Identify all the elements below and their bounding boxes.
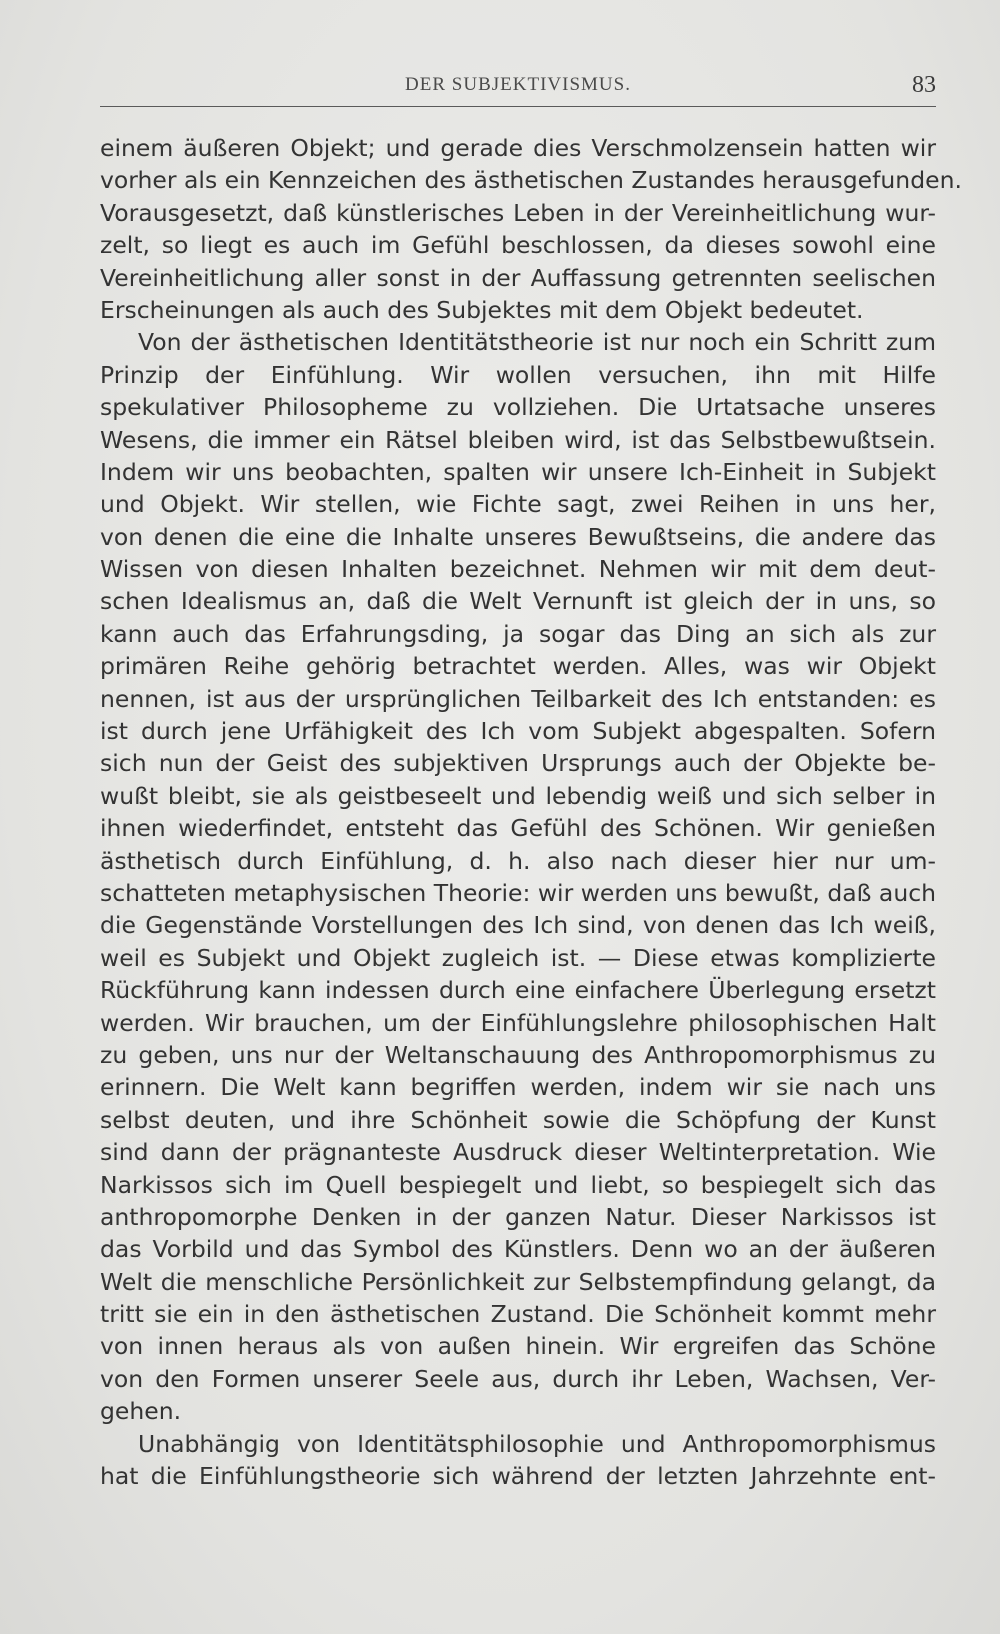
text-line: Von der ästhetischen Identitätstheorie ist nur noch ein Schritt zum — [138, 328, 936, 357]
text-line: zelt, so liegt es auch im Gefühl beschlossen, da dieses sowohl eine — [100, 231, 936, 260]
text-line: sind dann der prägnanteste Ausdruck dieser Weltinterpretation. Wie — [100, 1138, 936, 1167]
text-line: Unabhängig von Identitätsphilosophie und Anthropomorphismus — [138, 1429, 936, 1458]
running-head: DER SUBJEKTIVISMUS. — [405, 74, 631, 95]
text-line: sich nun der Geist des subjektiven Ursprungs auch der Objekte be- — [100, 749, 936, 778]
text-line: Indem wir uns beobachten, spalten wir unsere Ich-Einheit in Subjekt — [100, 457, 936, 486]
text-line: die Gegenstände Vorstellungen des Ich sind, von denen das Ich weiß, — [100, 911, 936, 940]
text-line: ist durch jene Urfähigkeit des Ich vom Subjekt abgespalten. Sofern — [100, 717, 936, 746]
page-header — [100, 70, 936, 107]
text-line: kann auch das Erfahrungsding, ja sogar das Ding an sich als zur — [100, 619, 936, 648]
text-line: anthropomorphe Denken in der ganzen Natur. Dieser Narkissos ist — [100, 1202, 936, 1231]
text-line: ihnen wiederfindet, entsteht das Gefühl des Schönen. Wir genießen — [100, 814, 936, 843]
text-line: von den Formen unserer Seele aus, durch ihr Leben, Wachsen, Ver- — [100, 1364, 936, 1393]
text-line: zu geben, uns nur der Weltanschauung des Anthropomorphismus zu — [100, 1040, 936, 1069]
text-line: einem äußeren Objekt; und gerade dies Verschmolzensein hatten wir — [100, 134, 936, 162]
text-line: primären Reihe gehörig betrachtet werden. Alles, was wir Objekt — [100, 652, 936, 681]
text-line: ästhetisch durch Einfühlung, d. h. also nach dieser hier nur um- — [100, 846, 936, 875]
text-line: Erscheinungen als auch des Subjektes mit dem Objekt bedeutet. — [100, 295, 864, 324]
text-line: werden. Wir brauchen, um der Einfühlungslehre philosophischen Halt — [100, 1008, 936, 1037]
text-line: Vereinheitlichung aller sonst in der Auffassung getrennten seelischen — [100, 263, 936, 292]
text-line: tritt sie ein in den ästhetischen Zustand. Die Schönheit kommt mehr — [100, 1300, 936, 1329]
text-line: gehen. — [100, 1397, 182, 1426]
text-line: und Objekt. Wir stellen, wie Fichte sagt, zwei Reihen in uns her, — [100, 490, 936, 519]
text-line: Prinzip der Einfühlung. Wir wollen versuchen, ihn mit Hilfe — [100, 360, 936, 389]
text-line: weil es Subjekt und Objekt zugleich ist. — Diese etwas komplizierte — [100, 943, 936, 972]
text-line: erinnern. Die Welt kann begriffen werden, indem wir sie nach uns — [100, 1073, 936, 1102]
body-text — [100, 132, 962, 1492]
text-line: nennen, ist aus der ursprünglichen Teilbarkeit des Ich entstanden: es — [100, 684, 936, 713]
text-line: wußt bleibt, sie als geistbeseelt und lebendig weiß und sich selber in — [100, 781, 936, 810]
text-line: Wissen von diesen Inhalten bezeichnet. Nehmen wir mit dem deut- — [100, 555, 936, 584]
text-line: von denen die eine die Inhalte unseres Bewußtseins, die andere das — [100, 522, 936, 551]
text-line: Welt die menschliche Persönlichkeit zur Selbstempfindung gelangt, da — [100, 1267, 936, 1296]
text-line: schen Idealismus an, daß die Welt Vernunft ist gleich der in uns, so — [100, 587, 936, 616]
text-line: das Vorbild und das Symbol des Künstlers. Denn wo an der äußeren — [100, 1235, 936, 1264]
text-line: Narkissos sich im Quell bespiegelt und liebt, so bespiegelt sich das — [100, 1170, 936, 1199]
text-line: Wesens, die immer ein Rätsel bleiben wird, ist das Selbstbewußtsein. — [100, 425, 936, 454]
text-line: Rückführung kann indessen durch eine einfachere Überlegung ersetzt — [100, 976, 936, 1005]
page-number: 83 — [912, 72, 936, 98]
text-line: spekulativer Philosopheme zu vollziehen. Die Urtatsache unseres — [100, 393, 936, 422]
text-line: schatteten metaphysischen Theorie: wir werden uns bewußt, daß auch — [100, 878, 937, 907]
text-line: selbst deuten, und ihre Schönheit sowie die Schöpfung der Kunst — [100, 1105, 936, 1134]
text-line: hat die Einfühlungstheorie sich während der letzten Jahrzehnte ent- — [100, 1462, 936, 1491]
text-line: Vorausgesetzt, daß künstlerisches Leben in der Vereinheitlichung wur- — [100, 198, 936, 227]
text-line: von innen heraus als von außen hinein. Wir ergreifen das Schöne — [100, 1332, 936, 1361]
text-line: vorher als ein Kennzeichen des ästhetischen Zustandes herausgefunden. — [100, 166, 962, 195]
